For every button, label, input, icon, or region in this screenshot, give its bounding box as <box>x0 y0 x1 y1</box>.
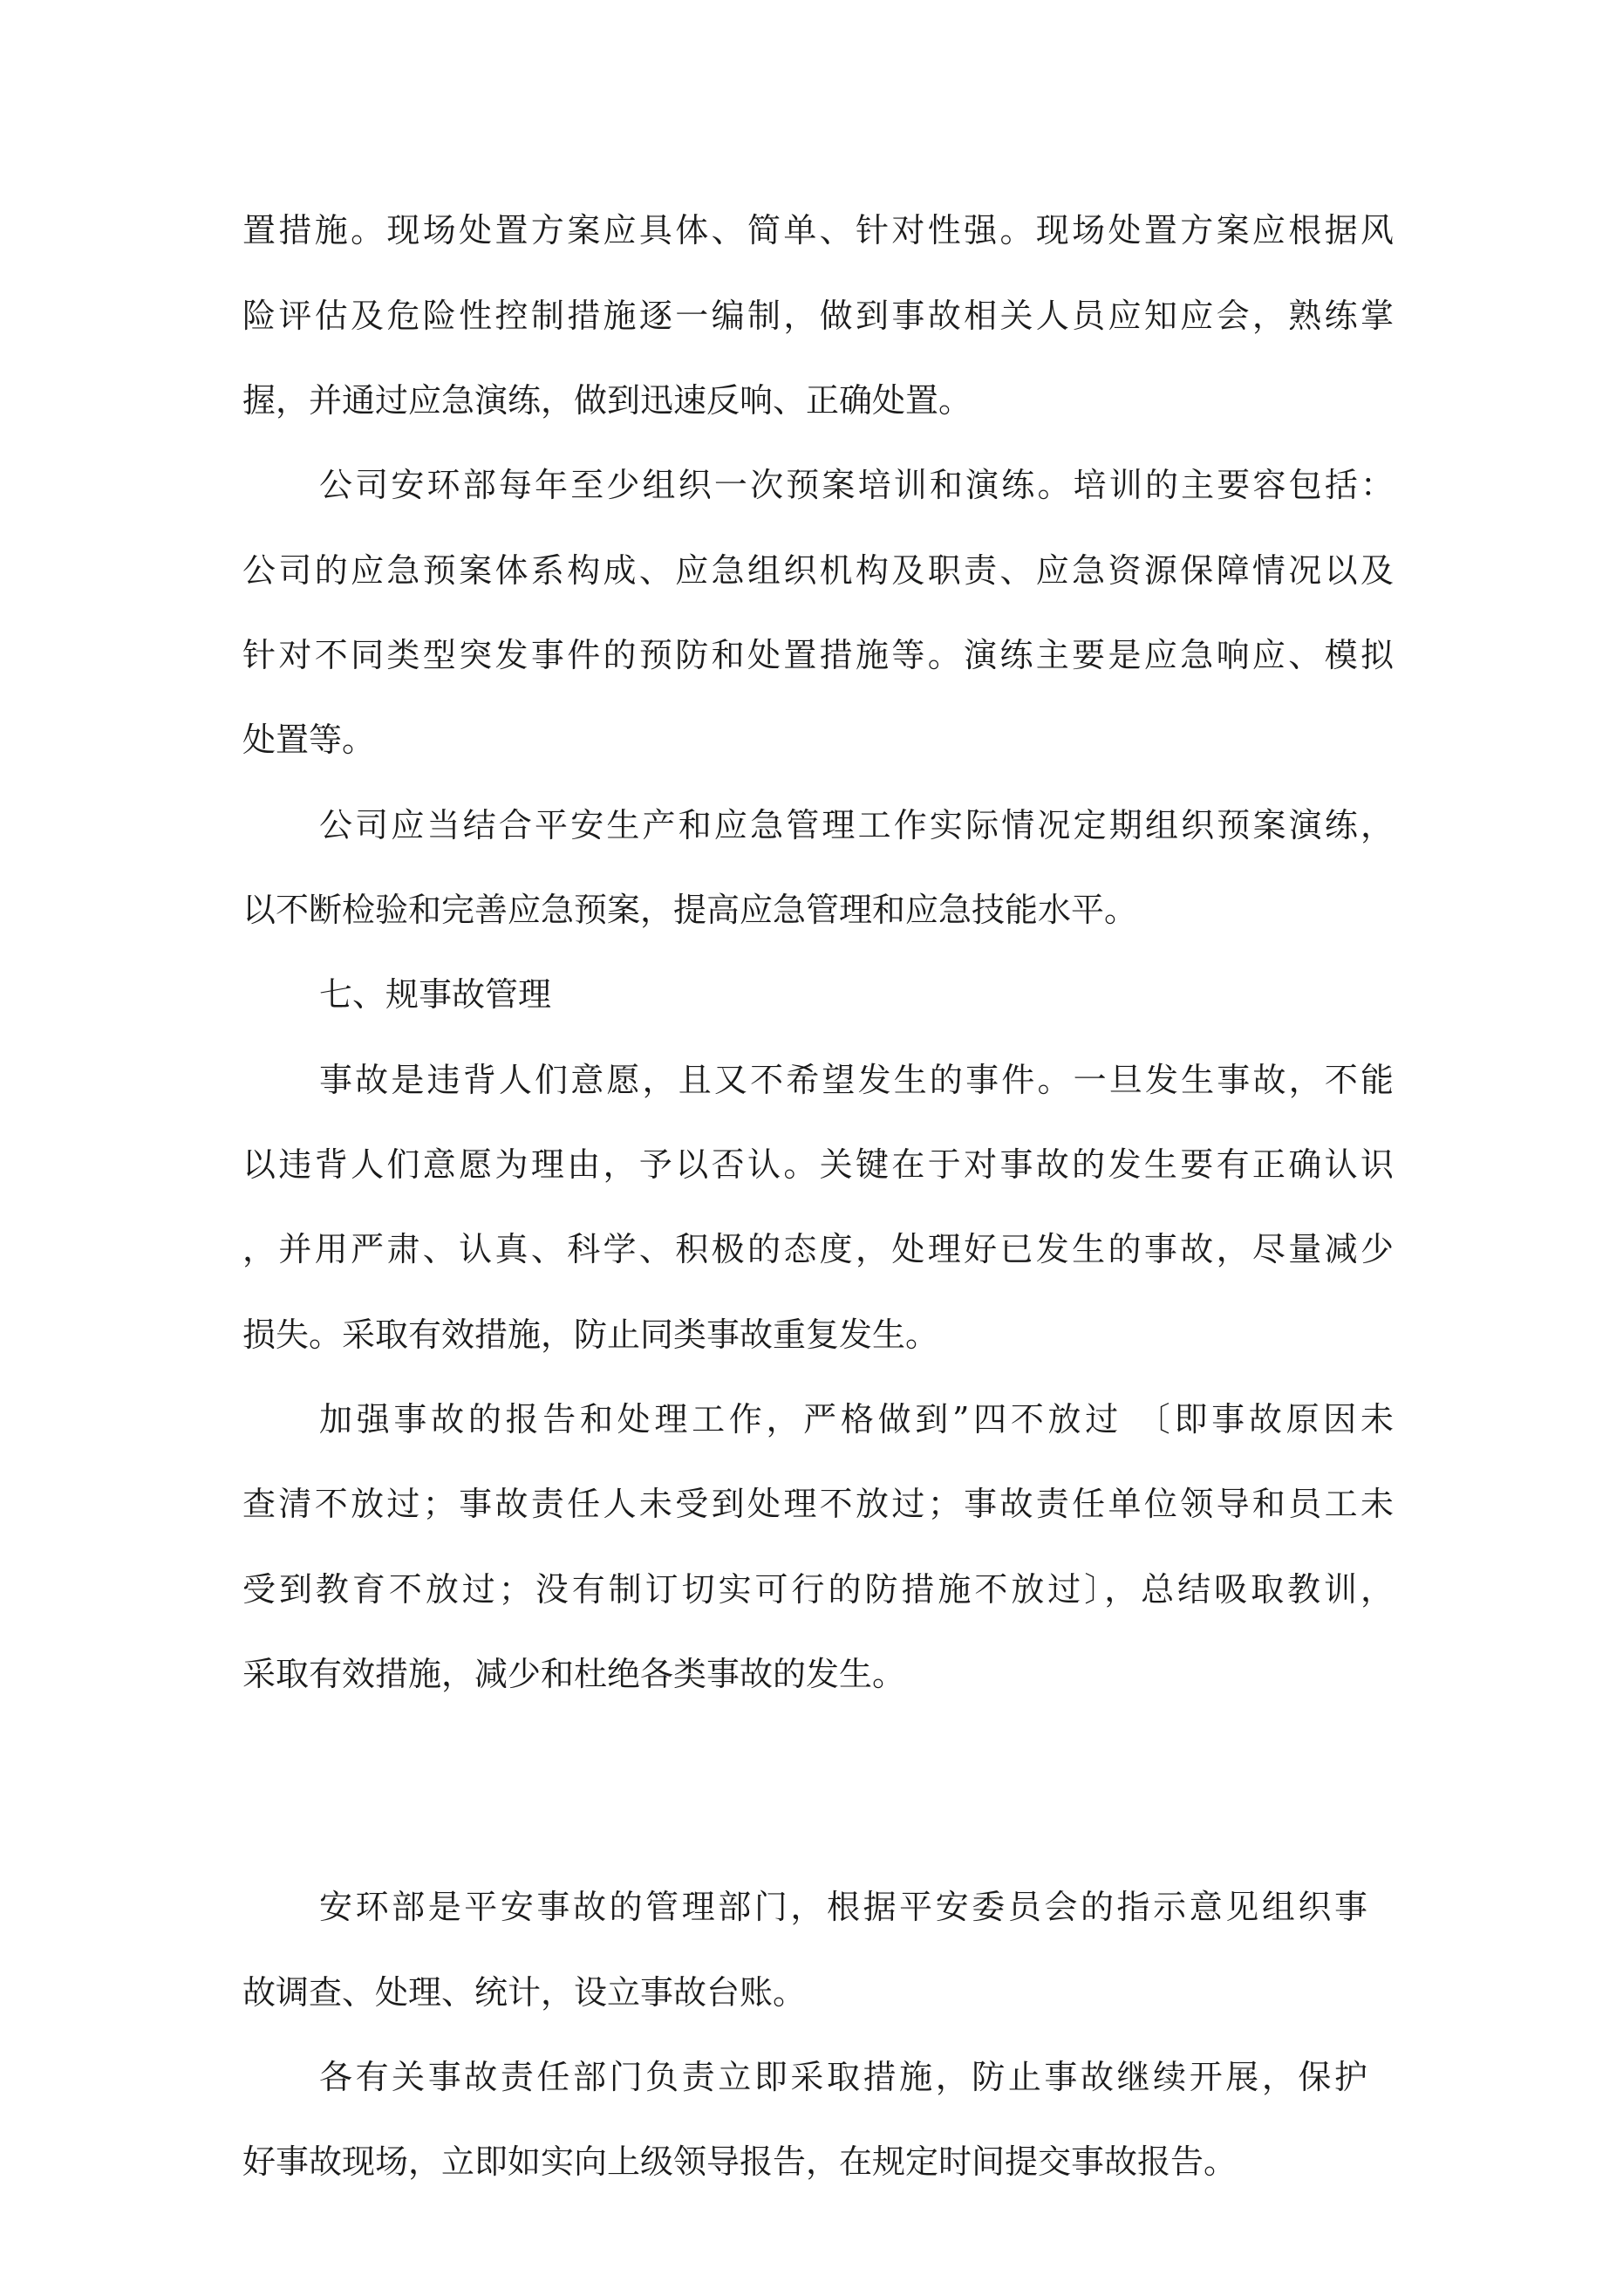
text-line: 各有关事故责任部门负责立即采取措施，防止事故继续开展，保护 <box>319 2058 1367 2096</box>
text-line: 采取有效措施，减少和杜绝各类事故的发生。 <box>242 1655 906 1693</box>
text-line: 以不断检验和完善应急预案，提高应急管理和应急技能水平。 <box>242 891 1138 929</box>
text-line: 握，并通过应急演练，做到迅速反响、正确处置。 <box>242 381 972 420</box>
text-line: 针对不同类型突发事件的预防和处置措施等。演练主要是应急响应、模拟 <box>242 636 1394 674</box>
text-line: 加强事故的报告和处理工作，严格做到”四不放过 〔即事故原因未 <box>319 1400 1394 1438</box>
text-line: 以违背人们意愿为理由，予以否认。关键在于对事故的发生要有正确认识 <box>242 1145 1394 1184</box>
text-line: 置措施。现场处置方案应具体、简单、针对性强。现场处置方案应根据风 <box>242 211 1394 249</box>
text-line: 损失。采取有效措施，防止同类事故重复发生。 <box>242 1315 939 1354</box>
text-line: ，并用严肃、认真、科学、积极的态度，处理好已发生的事故，尽量减少 <box>242 1230 1394 1268</box>
text-line: 故调查、处理、统计，设立事故台账。 <box>242 1973 807 2012</box>
text-line: 公司的应急预案体系构成、应急组织机构及职责、应急资源保障情况以及 <box>242 551 1394 590</box>
text-line: 好事故现场，立即如实向上级领导报告，在规定时间提交事故报告。 <box>242 2142 1238 2181</box>
text-line: 受到教育不放过；没有制订切实可行的防措施不放过〕，总结吸取教训， <box>242 1570 1394 1609</box>
text-line: 处置等。 <box>242 721 376 759</box>
text-line: 事故是违背人们意愿，且又不希望发生的事件。一旦发生事故，不能 <box>319 1061 1394 1099</box>
text-line: 险评估及危险性控制措施逐一编制，做到事故相关人员应知应会，熟练掌 <box>242 297 1394 335</box>
text-line: 安环部是平安事故的管理部门，根据平安委员会的指示意见组织事 <box>319 1888 1367 1926</box>
text-line: 查清不放过；事故责任人未受到处理不放过；事故责任单位领导和员工未 <box>242 1485 1394 1523</box>
section-heading: 七、规事故管理 <box>319 975 552 1014</box>
text-line: 公司应当结合平安生产和应急管理工作实际情况定期组织预案演练， <box>319 806 1394 844</box>
text-line: 公司安环部每年至少组织一次预案培训和演练。培训的主要容包括： <box>319 466 1394 504</box>
